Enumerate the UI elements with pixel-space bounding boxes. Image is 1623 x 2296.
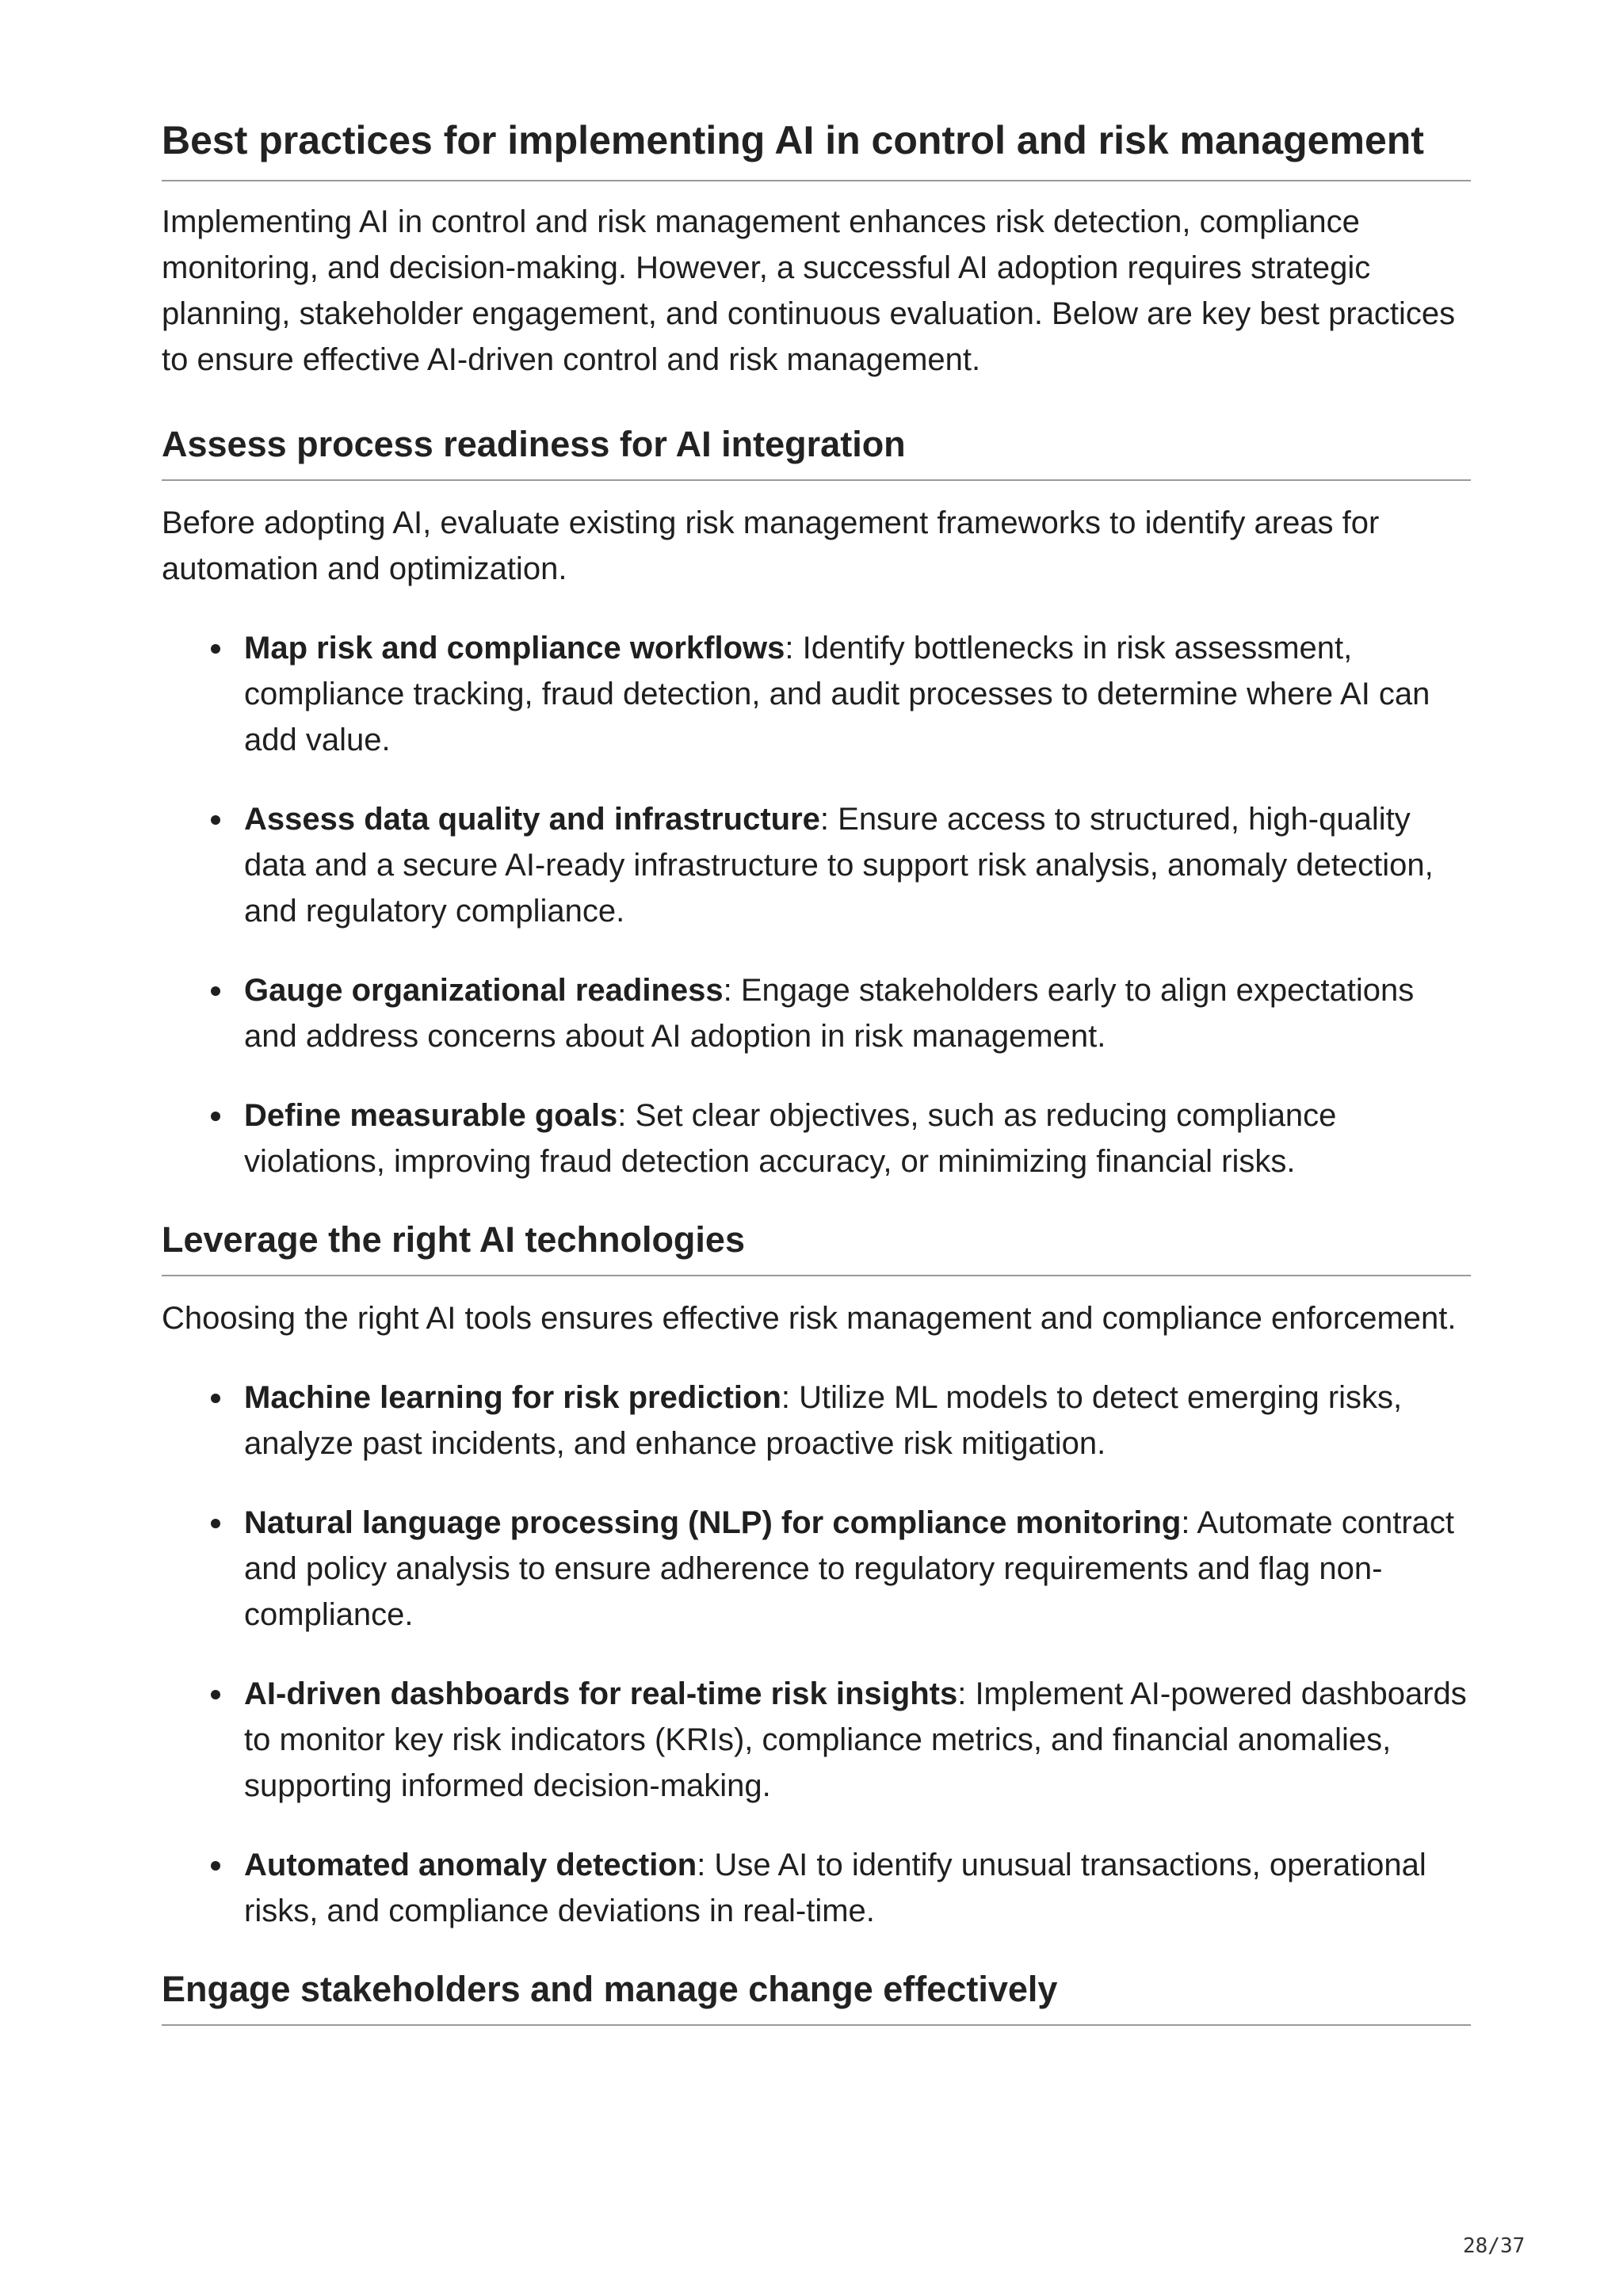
document-page — [162, 0, 1471, 2026]
section-heading: Engage stakeholders and manage change effectively — [162, 1967, 1471, 2026]
list-item — [162, 1093, 1471, 1184]
page-title: Best practices for implementing AI in control and risk management — [162, 0, 1471, 181]
section-heading: Leverage the right AI technologies — [162, 1218, 1471, 1276]
page-number: 28/37 — [1463, 2234, 1526, 2258]
list-item-text: : Identify bottlenecks in risk assessment, compliance tracking, fraud detection, and audit processes to determine where AI can add value. — [244, 631, 1430, 757]
intro-paragraph: Implementing AI in control and risk management enhances risk detection, compliance monitoring, and decision-making. However, a successful AI adoption requires strategic planning, stakeholder engagement, and continuous evaluation. Below are key best practices to ensure effective AI-driven control and risk management. — [162, 204, 1456, 377]
bullet-icon — [211, 1112, 220, 1121]
list-item — [162, 967, 1471, 1059]
bullet-icon — [211, 644, 220, 654]
section-heading: Assess process readiness for AI integration — [162, 422, 1471, 481]
list-item-term: Machine learning for risk prediction — [244, 1380, 781, 1415]
list-item-text: : Automate contract and policy analysis to ensure adherence to regulatory requirements and flag non-compliance. — [244, 1505, 1455, 1632]
list-item-text: : Ensure access to structured, high-quality data and a secure AI-ready infrastructure to support risk analysis, anomaly detection, and regulatory compliance. — [244, 802, 1434, 929]
list-item-text: : Use AI to identify unusual transactions, operational risks, and compliance deviations in real-time. — [244, 1848, 1426, 1928]
list-item — [162, 1842, 1471, 1934]
list-item-term: Define measurable goals — [244, 1098, 618, 1133]
section-paragraph: Choosing the right AI tools ensures effective risk management and compliance enforcement. — [162, 1301, 1457, 1336]
list-item — [162, 1500, 1471, 1638]
section-assess-readiness — [162, 422, 1471, 1184]
section-engage-stakeholders — [162, 1967, 1471, 2026]
bullet-icon — [211, 1394, 220, 1403]
list-item — [162, 1375, 1471, 1466]
list-item-text: : Engage stakeholders early to align expectations and address concerns about AI adoption in risk management. — [244, 973, 1415, 1054]
list-item-text: : Implement AI-powered dashboards to monitor key risk indicators (KRIs), compliance metrics, and financial anomalies, supporting informed decision-making. — [244, 1676, 1467, 1803]
list-item-text: : Set clear objectives, such as reducing compliance violations, improving fraud detection accuracy, or minimizing financial risks. — [244, 1098, 1337, 1179]
list-item-term: AI-driven dashboards for real-time risk insights — [244, 1676, 958, 1711]
list-item-text: : Utilize ML models to detect emerging risks, analyze past incidents, and enhance proactive risk mitigation. — [244, 1380, 1403, 1461]
list-item — [162, 1671, 1471, 1809]
bullet-list — [162, 625, 1471, 1184]
list-item-term: Automated anomaly detection — [244, 1848, 697, 1882]
bullet-list — [162, 1375, 1471, 1934]
bullet-icon — [211, 815, 220, 825]
list-item — [162, 796, 1471, 934]
list-item-term: Gauge organizational readiness — [244, 973, 724, 1008]
list-item-term: Map risk and compliance workflows — [244, 631, 785, 666]
section-ai-technologies — [162, 1218, 1471, 1934]
bullet-icon — [211, 986, 220, 996]
bullet-icon — [211, 1690, 220, 1699]
list-item — [162, 625, 1471, 763]
section-paragraph: Before adopting AI, evaluate existing risk management frameworks to identify areas for automation and optimization. — [162, 505, 1380, 586]
bullet-icon — [211, 1519, 220, 1528]
list-item-term: Assess data quality and infrastructure — [244, 802, 820, 837]
bullet-icon — [211, 1861, 220, 1871]
list-item-term: Natural language processing (NLP) for compliance monitoring — [244, 1505, 1182, 1540]
